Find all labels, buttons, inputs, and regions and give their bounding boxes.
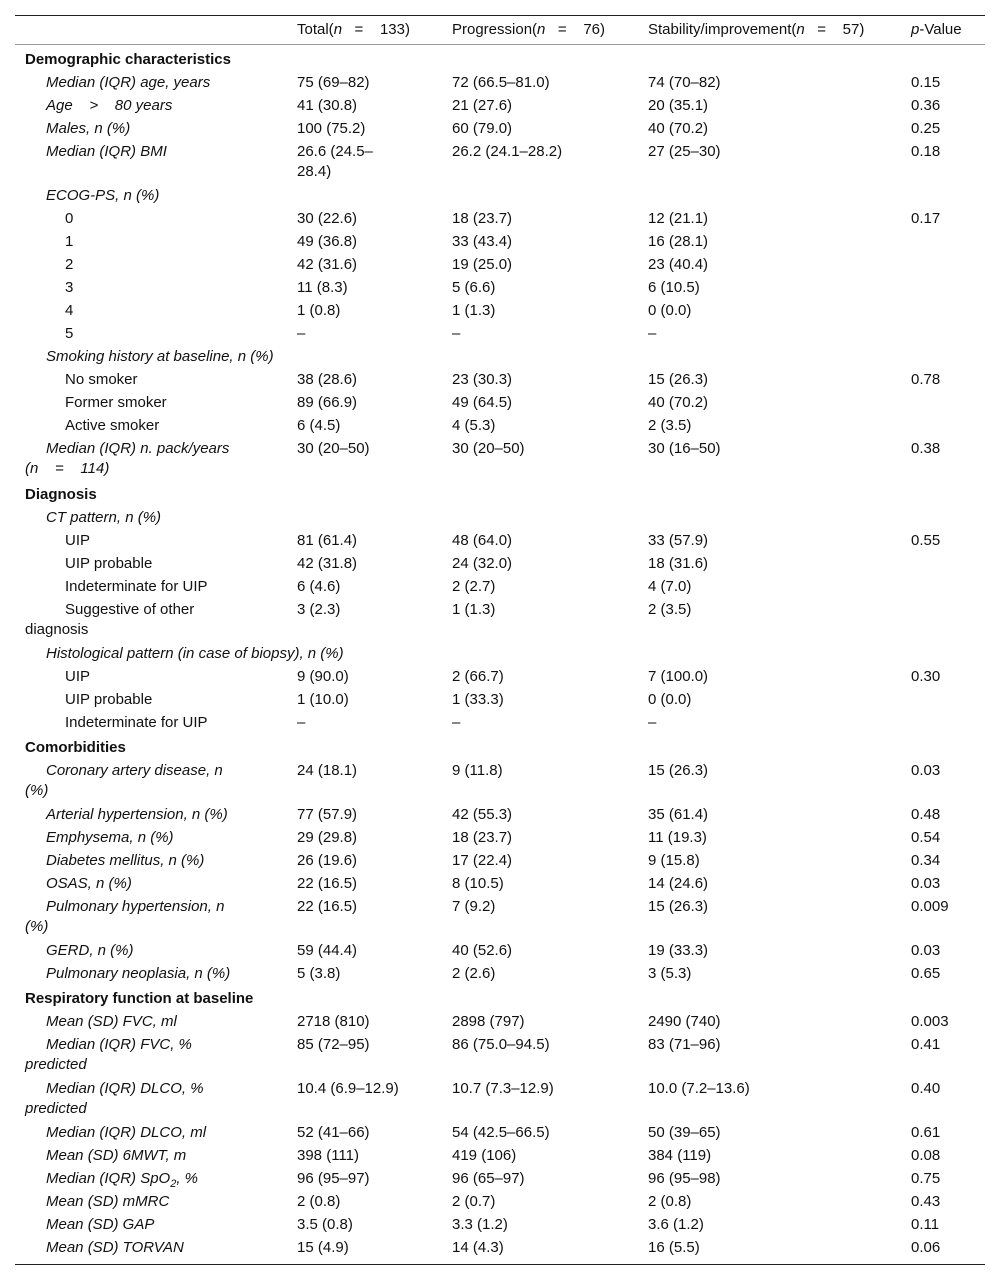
row-label-text: Median (IQR) age, years: [46, 74, 211, 91]
row-label: [25, 554, 275, 574]
header-rule: [15, 44, 985, 45]
row-label: [25, 713, 275, 733]
row-label: [25, 73, 275, 93]
stability-cell: 23 (40.4): [648, 256, 709, 273]
row-label: [25, 370, 275, 390]
stability-cell: 2 (3.5): [648, 601, 692, 618]
row-label-text: Indeterminate for UIP: [65, 578, 208, 595]
stability-cell: 15 (26.3): [648, 898, 709, 915]
row-label: [25, 1238, 275, 1258]
p-value-cell: 0.40: [911, 1080, 941, 1097]
p-value-cell: 0.75: [911, 1170, 941, 1187]
row-label-text: CT pattern, n (%): [46, 509, 162, 526]
stability-cell: 33 (57.9): [648, 532, 709, 549]
progression-cell: 1 (33.3): [452, 691, 504, 708]
total-cell: 49 (36.8): [297, 233, 358, 250]
progression-cell: 17 (22.4): [452, 852, 513, 869]
row-label-text: UIP: [65, 532, 91, 549]
row-label: [25, 209, 275, 229]
stability-cell: 40 (70.2): [648, 394, 709, 411]
row-label-text: Arterial hypertension, n (%): [46, 806, 228, 823]
total-cell: 96 (95–97): [297, 1170, 370, 1187]
p-value-cell: 0.03: [911, 875, 941, 892]
p-value-cell: 0.18: [911, 143, 941, 160]
row-label-text: Histological pattern (in case of biopsy), n (%): [46, 645, 344, 662]
total-cell: 3.5 (0.8): [297, 1216, 353, 1233]
row-label-text: Median (IQR) n. pack/years: [46, 440, 230, 457]
progression-cell: 2 (0.7): [452, 1193, 496, 1210]
progression-cell: 72 (66.5–81.0): [452, 74, 550, 91]
stability-cell: 0 (0.0): [648, 302, 692, 319]
row-label-text: Median (IQR) BMI: [46, 143, 167, 160]
total-cell: 29 (29.8): [297, 829, 358, 846]
row-label: [25, 416, 275, 436]
p-value-cell: 0.08: [911, 1147, 941, 1164]
p-value-cell: 0.009: [911, 898, 949, 915]
row-label: [25, 232, 275, 252]
p-value-cell: 0.48: [911, 806, 941, 823]
row-label: [25, 600, 275, 640]
stability-cell: 10.0 (7.2–13.6): [648, 1080, 750, 1097]
row-label: [25, 667, 275, 687]
stability-cell: 2490 (740): [648, 1013, 721, 1030]
row-label: [25, 439, 275, 479]
progression-cell: 5 (6.6): [452, 279, 496, 296]
stability-cell: 15 (26.3): [648, 371, 709, 388]
row-label-text: 0: [65, 210, 74, 227]
total-cell: 52 (41–66): [297, 1124, 370, 1141]
row-label: [25, 1169, 275, 1194]
total-cell: 42 (31.8): [297, 555, 358, 572]
row-label: [25, 828, 275, 848]
row-label-text: Mean (SD) GAP: [46, 1216, 155, 1233]
p-value-cell: 0.55: [911, 532, 941, 549]
stability-cell: 40 (70.2): [648, 120, 709, 137]
stability-cell: 0 (0.0): [648, 691, 692, 708]
row-label-text: Pulmonary hypertension, n: [46, 898, 225, 915]
p-value-cell: 0.03: [911, 942, 941, 959]
row-label: [25, 301, 275, 321]
progression-cell: 2898 (797): [452, 1013, 525, 1030]
stability-cell: 12 (21.1): [648, 210, 709, 227]
row-label: [25, 897, 275, 937]
progression-cell: 26.2 (24.1–28.2): [452, 143, 563, 160]
section-title: [25, 738, 275, 758]
total-cell: 42 (31.6): [297, 256, 358, 273]
row-label: [25, 1146, 275, 1166]
progression-cell: 2 (2.6): [452, 965, 496, 982]
row-label: [25, 1215, 275, 1235]
row-label-text: Median (IQR) SpO: [46, 1170, 171, 1187]
row-label-text: UIP probable: [65, 691, 153, 708]
progression-cell: 19 (25.0): [452, 256, 513, 273]
total-cell: 5 (3.8): [297, 965, 341, 982]
progression-cell: 1 (1.3): [452, 601, 496, 618]
total-cell: 9 (90.0): [297, 668, 349, 685]
row-label: [25, 347, 275, 367]
row-label: [25, 690, 275, 710]
row-label: [25, 761, 275, 801]
progression-cell: 7 (9.2): [452, 898, 496, 915]
header-p-value: p-Value: [911, 21, 962, 38]
stability-cell: 16 (5.5): [648, 1239, 700, 1256]
header-stability: Stability/improvement(n = 57): [648, 21, 865, 38]
p-value-cell: 0.17: [911, 210, 941, 227]
row-label: [25, 805, 275, 825]
row-label: [25, 1192, 275, 1212]
p-value-cell: 0.78: [911, 371, 941, 388]
progression-cell: 18 (23.7): [452, 210, 513, 227]
row-label: [25, 531, 275, 551]
total-cell: 11 (8.3): [297, 279, 348, 296]
stability-cell: 2 (0.8): [648, 1193, 692, 1210]
progression-cell: 60 (79.0): [452, 120, 513, 137]
total-cell: 77 (57.9): [297, 806, 358, 823]
row-label-text: GERD, n (%): [46, 942, 134, 959]
progression-cell: 9 (11.8): [452, 762, 503, 779]
row-label-text: No smoker: [65, 371, 138, 388]
stability-cell: 15 (26.3): [648, 762, 709, 779]
progression-cell: 24 (32.0): [452, 555, 513, 572]
total-cell: 398 (111): [297, 1147, 359, 1164]
p-value-cell: 0.61: [911, 1124, 941, 1141]
total-cell: 3 (2.3): [297, 601, 341, 618]
row-label-text: ECOG-PS, n (%): [46, 187, 160, 204]
stability-cell: 96 (95–98): [648, 1170, 721, 1187]
total-cell: 6 (4.5): [297, 417, 341, 434]
row-label-text: Emphysema, n (%): [46, 829, 174, 846]
stability-cell: 9 (15.8): [648, 852, 700, 869]
section-title: [25, 485, 275, 505]
stability-cell: 16 (28.1): [648, 233, 709, 250]
p-value-cell: 0.30: [911, 668, 941, 685]
total-cell: 81 (61.4): [297, 532, 358, 549]
row-label-text: Mean (SD) 6MWT, m: [46, 1147, 187, 1164]
row-label-continuation: (%): [25, 782, 49, 799]
stability-cell: 7 (100.0): [648, 668, 709, 685]
progression-cell: 18 (23.7): [452, 829, 513, 846]
progression-cell: 2 (2.7): [452, 578, 496, 595]
total-cell: 22 (16.5): [297, 875, 358, 892]
p-value-cell: 0.36: [911, 97, 941, 114]
row-label-text: Mean (SD) TORVAN: [46, 1239, 184, 1256]
p-value-cell: 0.43: [911, 1193, 941, 1210]
row-label-text: Comorbidities: [25, 739, 126, 756]
progression-cell: –: [452, 325, 461, 342]
progression-cell: 21 (27.6): [452, 97, 513, 114]
row-label-subscript: 2: [170, 1178, 177, 1190]
p-value-cell: 0.25: [911, 120, 941, 137]
row-label: [25, 324, 275, 344]
stability-cell: –: [648, 714, 657, 731]
row-label-text: OSAS, n (%): [46, 875, 132, 892]
stability-cell: 20 (35.1): [648, 97, 709, 114]
row-label-text: Mean (SD) FVC, ml: [46, 1013, 177, 1030]
row-label-text: Median (IQR) FVC, %: [46, 1036, 192, 1053]
row-label-text: Age > 80 years: [46, 97, 173, 114]
p-value-cell: 0.41: [911, 1036, 941, 1053]
row-label: [25, 119, 275, 139]
progression-cell: 40 (52.6): [452, 942, 513, 959]
row-label-continuation: (%): [25, 918, 49, 935]
row-label-text: 2: [65, 256, 74, 273]
row-label: [25, 644, 344, 664]
stability-cell: 18 (31.6): [648, 555, 709, 572]
total-cell: 26 (19.6): [297, 852, 358, 869]
stability-cell: 14 (24.6): [648, 875, 709, 892]
stability-cell: 83 (71–96): [648, 1036, 721, 1053]
progression-cell: 54 (42.5–66.5): [452, 1124, 550, 1141]
row-label: [25, 874, 275, 894]
total-cell: 89 (66.9): [297, 394, 358, 411]
row-label-text: Males, n (%): [46, 120, 131, 137]
stability-cell: 3.6 (1.2): [648, 1216, 704, 1233]
stability-cell: 74 (70–82): [648, 74, 721, 91]
row-label-continuation: diagnosis: [25, 621, 89, 638]
row-label-continuation: predicted: [25, 1100, 87, 1117]
row-label-text: Respiratory function at baseline: [25, 990, 254, 1007]
row-label-text: 1: [65, 233, 74, 250]
total-cell: 100 (75.2): [297, 120, 366, 137]
stability-cell: 50 (39–65): [648, 1124, 721, 1141]
stability-cell: –: [648, 325, 657, 342]
row-label-text: Median (IQR) DLCO, ml: [46, 1124, 207, 1141]
table-bottom-rule: [15, 1264, 985, 1265]
p-value-cell: 0.03: [911, 762, 941, 779]
row-label-text: Indeterminate for UIP: [65, 714, 208, 731]
row-label-text: Active smoker: [65, 417, 160, 434]
row-label-text: Former smoker: [65, 394, 167, 411]
row-label: [25, 278, 275, 298]
total-cell: 26.6 (24.5– 28.4): [297, 143, 373, 180]
progression-cell: 4 (5.3): [452, 417, 496, 434]
row-label: [25, 1012, 275, 1032]
row-label: [25, 186, 275, 206]
row-label-text: 4: [65, 302, 74, 319]
progression-cell: –: [452, 714, 461, 731]
progression-cell: 42 (55.3): [452, 806, 513, 823]
stability-cell: 384 (119): [648, 1147, 712, 1164]
row-label: [25, 255, 275, 275]
total-cell: 59 (44.4): [297, 942, 358, 959]
row-label-text: Demographic characteristics: [25, 51, 231, 68]
row-label: [25, 1079, 275, 1119]
total-cell: 30 (22.6): [297, 210, 358, 227]
p-value-cell: 0.11: [911, 1216, 940, 1233]
total-cell: 2 (0.8): [297, 1193, 341, 1210]
row-label: [25, 1123, 275, 1143]
stability-cell: 27 (25–30): [648, 143, 721, 160]
total-cell: 15 (4.9): [297, 1239, 349, 1256]
progression-cell: 49 (64.5): [452, 394, 513, 411]
row-label-text: UIP probable: [65, 555, 153, 572]
row-label-text: 3: [65, 279, 74, 296]
stability-cell: 30 (16–50): [648, 440, 721, 457]
total-cell: –: [297, 714, 306, 731]
total-cell: 10.4 (6.9–12.9): [297, 1080, 399, 1097]
progression-cell: 30 (20–50): [452, 440, 525, 457]
section-title: [25, 50, 275, 70]
stability-cell: 2 (3.5): [648, 417, 692, 434]
p-value-cell: 0.003: [911, 1013, 949, 1030]
section-title: [25, 989, 275, 1009]
row-label-text: Coronary artery disease, n: [46, 762, 223, 779]
total-cell: –: [297, 325, 306, 342]
p-value-cell: 0.34: [911, 852, 941, 869]
progression-cell: 23 (30.3): [452, 371, 513, 388]
total-cell: 85 (72–95): [297, 1036, 370, 1053]
row-label: [25, 851, 275, 871]
table-top-rule: [15, 15, 985, 16]
row-label: [25, 393, 275, 413]
p-value-cell: 0.65: [911, 965, 941, 982]
progression-cell: 10.7 (7.3–12.9): [452, 1080, 554, 1097]
progression-cell: 33 (43.4): [452, 233, 513, 250]
p-value-cell: 0.38: [911, 440, 941, 457]
row-label: [25, 142, 275, 162]
stability-cell: 11 (19.3): [648, 829, 707, 846]
stability-cell: 35 (61.4): [648, 806, 709, 823]
row-label-text: Suggestive of other: [65, 601, 195, 618]
row-label-continuation: (n = 114): [25, 460, 110, 477]
total-cell: 6 (4.6): [297, 578, 341, 595]
total-cell: 2718 (810): [297, 1013, 370, 1030]
progression-cell: 14 (4.3): [452, 1239, 504, 1256]
stability-cell: 3 (5.3): [648, 965, 692, 982]
row-label-text: Mean (SD) mMRC: [46, 1193, 170, 1210]
progression-cell: 48 (64.0): [452, 532, 513, 549]
row-label-suffix: , %: [176, 1170, 199, 1187]
p-value-cell: 0.06: [911, 1239, 941, 1256]
row-label: [25, 964, 275, 984]
total-cell: 30 (20–50): [297, 440, 370, 457]
header-progression: Progression(n = 76): [452, 21, 606, 38]
row-label: [25, 577, 275, 597]
progression-cell: 8 (10.5): [452, 875, 504, 892]
row-label-text: Diagnosis: [25, 486, 97, 503]
stability-cell: 19 (33.3): [648, 942, 709, 959]
row-label-text: Diabetes mellitus, n (%): [46, 852, 205, 869]
total-cell: 38 (28.6): [297, 371, 358, 388]
progression-cell: 86 (75.0–94.5): [452, 1036, 550, 1053]
total-cell: 75 (69–82): [297, 74, 370, 91]
total-cell: 1 (0.8): [297, 302, 341, 319]
row-label: [25, 508, 275, 528]
row-label-continuation: predicted: [25, 1056, 87, 1073]
header-total: Total(n = 133): [297, 21, 410, 38]
row-label-text: Smoking history at baseline, n (%): [46, 348, 274, 365]
stability-cell: 6 (10.5): [648, 279, 700, 296]
row-label: [25, 1035, 275, 1075]
p-value-cell: 0.15: [911, 74, 941, 91]
row-label-text: Pulmonary neoplasia, n (%): [46, 965, 231, 982]
total-cell: 1 (10.0): [297, 691, 349, 708]
row-label: [25, 941, 275, 961]
progression-cell: 2 (66.7): [452, 668, 504, 685]
p-value-cell: 0.54: [911, 829, 941, 846]
stability-cell: 4 (7.0): [648, 578, 692, 595]
progression-cell: 1 (1.3): [452, 302, 496, 319]
row-label-text: Median (IQR) DLCO, %: [46, 1080, 204, 1097]
total-cell: 41 (30.8): [297, 97, 358, 114]
total-cell: 24 (18.1): [297, 762, 358, 779]
row-label-text: UIP: [65, 668, 91, 685]
progression-cell: 3.3 (1.2): [452, 1216, 508, 1233]
progression-cell: 96 (65–97): [452, 1170, 525, 1187]
row-label-text: 5: [65, 325, 74, 342]
row-label: [25, 96, 275, 116]
progression-cell: 419 (106): [452, 1147, 517, 1164]
total-cell: 22 (16.5): [297, 898, 358, 915]
